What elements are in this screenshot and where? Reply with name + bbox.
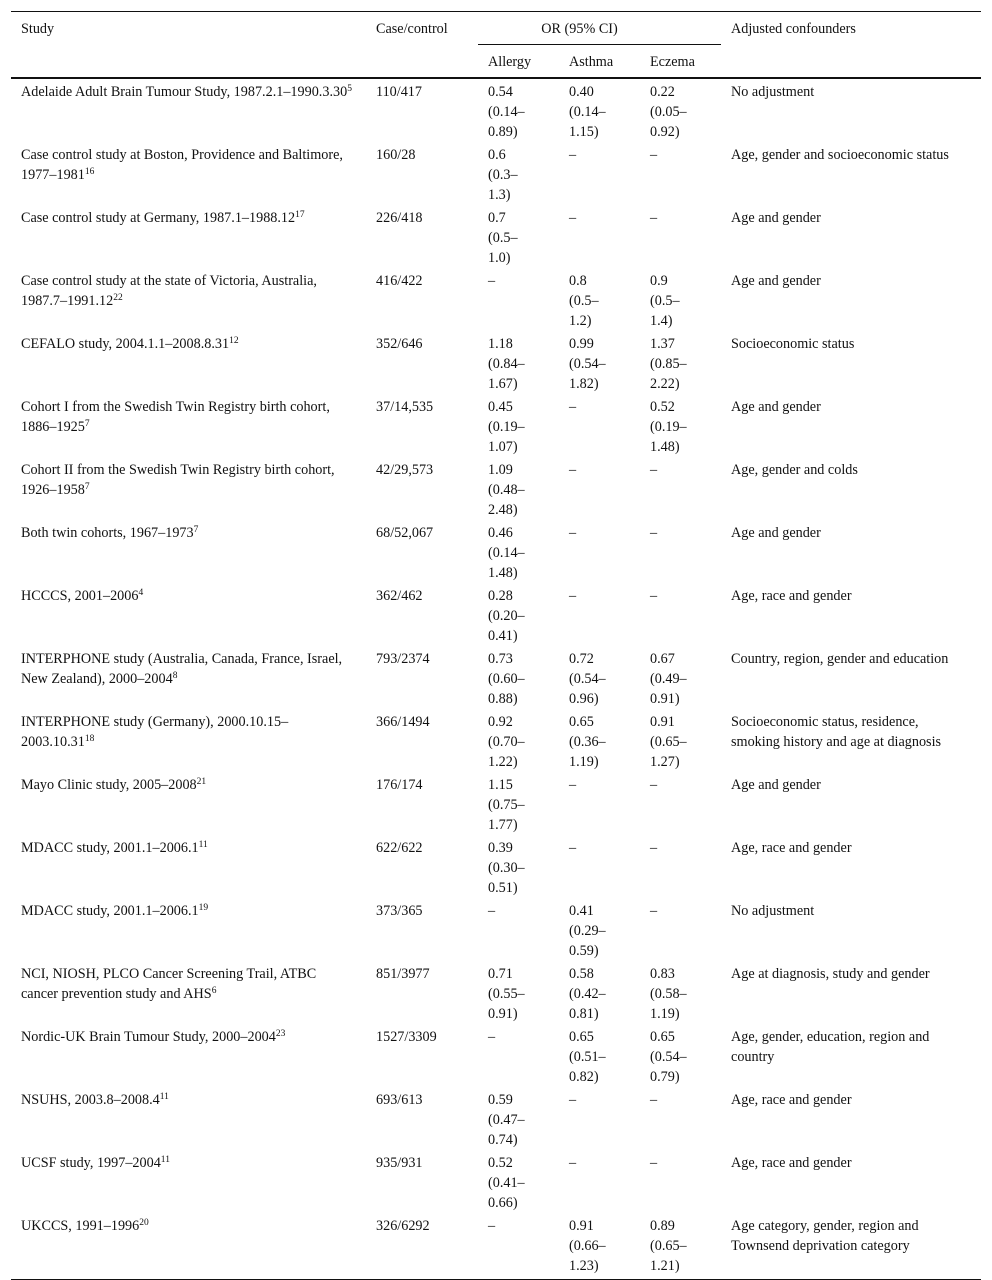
allergy-or-cell: – <box>488 273 496 289</box>
reference-number: 4 <box>138 588 144 598</box>
case-control-cell: 373/365 <box>376 903 423 919</box>
case-control-cell: 1527/3309 <box>376 1029 437 1045</box>
study-cell <box>11 78 376 142</box>
adjusted-confounders-cell: Age and gender <box>731 273 821 289</box>
case-control-cell: 693/613 <box>376 1092 423 1108</box>
asthma-or-cell: – <box>569 777 577 793</box>
eczema-or-cell: 0.89 (0.65– 1.21) <box>640 1213 721 1280</box>
allergy-or-cell: 0.52 (0.41– 0.66) <box>488 1155 525 1211</box>
study-name: UCSF study, 1997–2004 <box>21 1155 161 1171</box>
study-cell <box>11 646 376 709</box>
table-container <box>11 11 981 1280</box>
table-row <box>11 394 981 457</box>
case-control-cell: 793/2374 <box>376 651 430 667</box>
reference-number: 19 <box>198 903 209 913</box>
eczema-or-cell: 0.22 (0.05– 0.92) <box>650 84 687 140</box>
adjusted-confounders-cell: No adjustment <box>731 903 815 919</box>
table-row <box>11 520 981 583</box>
table-row <box>11 142 981 205</box>
study-name: HCCCS, 2001–2006 <box>21 588 139 604</box>
reference-number: 5 <box>347 84 352 94</box>
table-body <box>11 78 981 1280</box>
asthma-or-cell: 0.65 (0.36– 1.19) <box>569 714 606 770</box>
eczema-or-cell: 1.37 (0.85– 2.22) <box>650 336 687 392</box>
study-name: Cohort I from the Swedish Twin Registry birth cohort, 1886–1925 <box>21 399 330 435</box>
allergy-or-cell: 0.6 (0.3– 1.3) <box>488 147 518 203</box>
asthma-or-cell: 0.65 (0.51– 0.82) <box>569 1029 606 1085</box>
eczema-or-cell: – <box>650 777 658 793</box>
study-cell <box>11 520 376 583</box>
eczema-or-cell: – <box>650 462 658 478</box>
allergy-or-cell: – <box>478 1213 559 1280</box>
table-row <box>11 78 981 142</box>
study-name: Case control study at the state of Victoria, Australia, 1987.7–1991.12 <box>21 273 317 309</box>
adjusted-confounders-cell: Age, gender, education, region and country <box>731 1029 930 1065</box>
asthma-or-cell: 0.72 (0.54– 0.96) <box>569 651 606 707</box>
study-cell <box>11 142 376 205</box>
case-control-cell: 160/28 <box>376 147 416 163</box>
study-name: Both twin cohorts, 1967–1973 <box>21 525 194 541</box>
allergy-or-cell: 0.46 (0.14– 1.48) <box>488 525 525 581</box>
table-row <box>11 961 981 1024</box>
study-cell <box>11 331 376 394</box>
asthma-or-cell: – <box>569 840 577 856</box>
asthma-or-cell: 0.99 (0.54– 1.82) <box>569 336 606 392</box>
eczema-or-cell: – <box>650 1155 658 1171</box>
table-row <box>11 1150 981 1213</box>
allergy-or-cell: – <box>488 903 496 919</box>
study-name: Mayo Clinic study, 2005–2008 <box>21 777 197 793</box>
adjusted-confounders-cell: No adjustment <box>731 84 815 100</box>
allergy-or-cell: 0.54 (0.14– 0.89) <box>488 84 525 140</box>
study-name: Nordic-UK Brain Tumour Study, 2000–2004 <box>21 1029 276 1045</box>
asthma-or-cell: 0.41 (0.29– 0.59) <box>569 903 606 959</box>
table-row <box>11 1087 981 1150</box>
study-name: NCI, NIOSH, PLCO Cancer Screening Trail, ATBC cancer prevention study and AHS <box>21 966 317 1002</box>
case-control-cell: 416/422 <box>376 273 423 289</box>
reference-number: 7 <box>84 419 90 429</box>
allergy-or-cell: 1.15 (0.75– 1.77) <box>488 777 525 833</box>
study-cell <box>11 205 376 268</box>
study-name: INTERPHONE study (Australia, Canada, France, Israel, New Zealand), 2000–2004 <box>21 651 343 687</box>
reference-number: 23 <box>275 1029 286 1039</box>
table-row <box>11 583 981 646</box>
adjusted-confounders-cell: Age, gender and socioeconomic status <box>731 147 949 163</box>
header-allergy: Allergy <box>488 54 532 70</box>
adjusted-confounders-cell: Age and gender <box>731 525 821 541</box>
table-row <box>11 898 981 961</box>
study-cell <box>11 1024 376 1087</box>
adjusted-confounders-cell: Age, gender and colds <box>731 462 858 478</box>
adjusted-confounders-cell: Age, race and gender <box>731 588 852 604</box>
adjusted-confounders-cell: Age and gender <box>731 210 821 226</box>
study-cell <box>11 268 376 331</box>
adjusted-confounders-cell: Age at diagnosis, study and gender <box>731 966 930 982</box>
case-control-cell: 68/52,067 <box>376 525 434 541</box>
table-row <box>11 835 981 898</box>
eczema-or-cell: 0.83 (0.58– 1.19) <box>650 966 687 1022</box>
reference-number: 7 <box>193 525 199 535</box>
eczema-or-cell: 0.65 (0.54– 0.79) <box>650 1029 687 1085</box>
study-name: UKCCS, 1991–1996 <box>21 1218 140 1234</box>
case-control-cell: 622/622 <box>376 840 423 856</box>
table-row <box>11 1213 981 1280</box>
allergy-or-cell: 0.73 (0.60– 0.88) <box>488 651 525 707</box>
odds-ratio-table <box>11 11 981 1280</box>
reference-number: 18 <box>84 734 95 744</box>
eczema-or-cell: – <box>650 840 658 856</box>
eczema-or-cell: 0.67 (0.49– 0.91) <box>650 651 687 707</box>
eczema-or-cell: – <box>650 1092 658 1108</box>
adjusted-confounders-cell: Socioeconomic status, residence, smoking history and age at diagnosis <box>731 714 942 750</box>
study-cell <box>11 457 376 520</box>
study-name: MDACC study, 2001.1–2006.1 <box>21 840 199 856</box>
case-control-cell: 851/3977 <box>376 966 430 982</box>
asthma-or-cell: – <box>569 399 577 415</box>
allergy-or-cell: 1.18 (0.84– 1.67) <box>488 336 525 392</box>
reference-number: 11 <box>198 840 208 850</box>
allergy-or-cell: 0.71 (0.55– 0.91) <box>488 966 525 1022</box>
table-row <box>11 1024 981 1087</box>
table-header <box>11 12 981 79</box>
study-cell <box>11 583 376 646</box>
table-row <box>11 205 981 268</box>
adjusted-confounders-cell: Age, race and gender <box>731 1092 852 1108</box>
study-name: Case control study at Germany, 1987.1–1988.12 <box>21 210 296 226</box>
case-control-cell: 176/174 <box>376 777 423 793</box>
eczema-or-cell: 0.9 (0.5– 1.4) <box>650 273 680 329</box>
reference-number: 6 <box>211 986 217 996</box>
adjusted-confounders-cell: Socioeconomic status <box>731 336 855 352</box>
case-control-cell: 362/462 <box>376 588 423 604</box>
study-name: Case control study at Boston, Providence and Baltimore, 1977–1981 <box>21 147 343 183</box>
adjusted-confounders-cell: Age, race and gender <box>731 1155 852 1171</box>
study-cell <box>11 898 376 961</box>
case-control-cell: 110/417 <box>376 84 422 100</box>
study-cell <box>11 1213 376 1280</box>
study-name: NSUHS, 2003.8–2008.4 <box>21 1092 160 1108</box>
asthma-or-cell: 0.91 (0.66– 1.23) <box>559 1213 640 1280</box>
allergy-or-cell: 0.45 (0.19– 1.07) <box>488 399 525 455</box>
asthma-or-cell: – <box>569 1092 577 1108</box>
table-row <box>11 331 981 394</box>
eczema-or-cell: – <box>650 588 658 604</box>
allergy-or-cell: 0.28 (0.20– 0.41) <box>488 588 525 644</box>
reference-number: 20 <box>139 1218 149 1228</box>
table-row <box>11 709 981 772</box>
asthma-or-cell: – <box>569 210 577 226</box>
study-name: INTERPHONE study (Germany), 2000.10.15–2003.10.31 <box>21 714 289 750</box>
adjusted-confounders-cell: Country, region, gender and education <box>731 651 949 667</box>
case-control-cell: 226/418 <box>376 210 423 226</box>
allergy-or-cell: 0.59 (0.47– 0.74) <box>488 1092 525 1148</box>
asthma-or-cell: 0.8 (0.5– 1.2) <box>569 273 599 329</box>
allergy-or-cell: 0.7 (0.5– 1.0) <box>488 210 518 266</box>
reference-number: 7 <box>84 482 90 492</box>
adjusted-confounders-cell: Age category, gender, region and Townsend deprivation category <box>721 1213 981 1280</box>
header-eczema: Eczema <box>650 54 695 70</box>
study-cell <box>11 1087 376 1150</box>
reference-number: 21 <box>196 777 207 787</box>
reference-number: 11 <box>160 1155 170 1165</box>
asthma-or-cell: 0.58 (0.42– 0.81) <box>569 966 606 1022</box>
case-control-cell: 326/6292 <box>376 1213 478 1280</box>
adjusted-confounders-cell: Age, race and gender <box>731 840 852 856</box>
case-control-cell: 37/14,535 <box>376 399 434 415</box>
header-asthma: Asthma <box>569 54 614 70</box>
reference-number: 22 <box>113 293 123 303</box>
eczema-or-cell: – <box>650 147 658 163</box>
reference-number: 16 <box>84 167 95 177</box>
asthma-or-cell: – <box>569 1155 577 1171</box>
allergy-or-cell: 0.92 (0.70– 1.22) <box>488 714 525 770</box>
eczema-or-cell: 0.91 (0.65– 1.27) <box>650 714 687 770</box>
reference-number: 11 <box>159 1092 169 1102</box>
reference-number: 8 <box>172 671 178 681</box>
table-row <box>11 646 981 709</box>
study-name: Adelaide Adult Brain Tumour Study, 1987.2.1–1990.3.30 <box>21 84 348 100</box>
case-control-cell: 42/29,573 <box>376 462 434 478</box>
header-study: Study <box>11 12 376 78</box>
adjusted-confounders-cell: Age and gender <box>731 399 821 415</box>
header-adjusted-confounders: Adjusted confounders <box>721 12 981 78</box>
study-cell <box>11 835 376 898</box>
table-row <box>11 772 981 835</box>
study-name: MDACC study, 2001.1–2006.1 <box>21 903 199 919</box>
eczema-or-cell: – <box>650 525 658 541</box>
study-cell <box>11 1150 376 1213</box>
eczema-or-cell: – <box>650 210 658 226</box>
asthma-or-cell: – <box>569 147 577 163</box>
reference-number: 17 <box>295 210 305 220</box>
asthma-or-cell: – <box>569 588 577 604</box>
eczema-or-cell: 0.52 (0.19– 1.48) <box>650 399 687 455</box>
study-name: CEFALO study, 2004.1.1–2008.8.31 <box>21 336 230 352</box>
adjusted-confounders-cell: Age and gender <box>731 777 821 793</box>
study-cell <box>11 772 376 835</box>
study-name: Cohort II from the Swedish Twin Registry birth cohort, 1926–1958 <box>21 462 335 498</box>
asthma-or-cell: – <box>569 525 577 541</box>
study-cell <box>11 394 376 457</box>
allergy-or-cell: 0.39 (0.30– 0.51) <box>488 840 525 896</box>
asthma-or-cell: 0.40 (0.14– 1.15) <box>569 84 606 140</box>
study-cell <box>11 961 376 1024</box>
asthma-or-cell: – <box>569 462 577 478</box>
allergy-or-cell: 1.09 (0.48– 2.48) <box>488 462 525 518</box>
table-row <box>11 268 981 331</box>
case-control-cell: 366/1494 <box>376 714 430 730</box>
eczema-or-cell: – <box>650 903 658 919</box>
case-control-cell: 352/646 <box>376 336 423 352</box>
study-cell <box>11 709 376 772</box>
header-case-control: Case/control <box>376 12 478 78</box>
case-control-cell: 935/931 <box>376 1155 423 1171</box>
reference-number: 12 <box>229 336 239 346</box>
allergy-or-cell: – <box>488 1029 496 1045</box>
header-or-group: OR (95% CI) <box>478 12 721 45</box>
table-row <box>11 457 981 520</box>
